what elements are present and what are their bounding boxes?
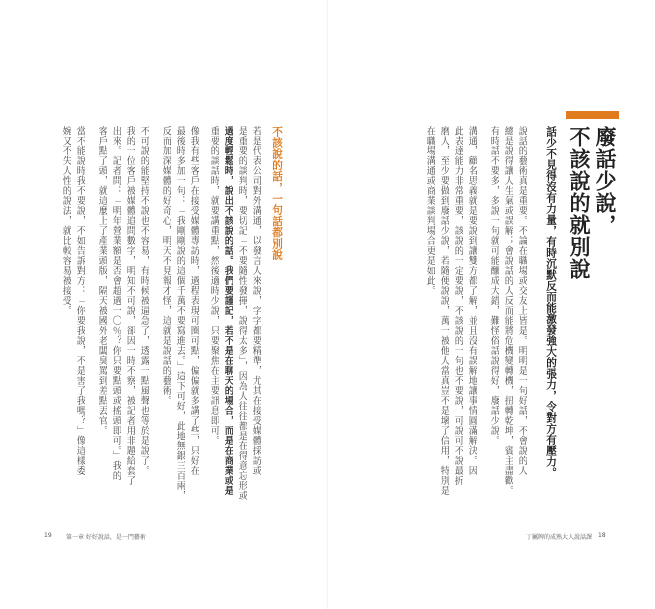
- body-line: 最後時多加一句：「我剛剛說的這個千萬不要寫進去。」這下可好，此地無銀三百兩，: [174, 126, 186, 501]
- body-line: 出來。記者問：「明年營業額是否會超過一〇％？你只要點頭或搖頭即可。」我的: [110, 126, 122, 481]
- body-line: 磨人，至少要做到廢話少說，若隨便說說，萬一被他人當真豈不是壞了信用，特別是: [438, 126, 450, 496]
- right-footer-title: 丁屬牌的成熟大人說話課: [526, 534, 593, 541]
- body-line: 客戶點了頭，就這麼上了產業頭版，隔天被國外老闆臭罵到差點丟官。: [96, 126, 108, 436]
- body-line: 像我有些客戶在接受媒體專訪時，過程表現可圈可點，偏偏就多講了些，只好在: [188, 126, 200, 476]
- body-line: 當不能說時我不要說，不如告訴對方：「你要我說，不是害了我嗎？」像這樣委: [74, 126, 86, 476]
- body-line: 總是說得讓人生氣或誤解；會說話的人反而能將危機變轉機，扭轉乾坤，賓主盡歡。: [502, 126, 514, 496]
- chapter-title-line-2: 不該說的就別說: [567, 126, 591, 280]
- left-footer-title: 第一章 好好說話，是一門藝術: [66, 534, 146, 541]
- body-line: 此表達能力非常重要，該說的一定要說，不該說的一句也不要說，可說可不說最折: [452, 126, 464, 486]
- body-line: 我的一位客戶被媒體追問數字，明知不可說，卻因一時不察，被記者用非題給套了: [124, 126, 136, 486]
- chapter-title-line-1: 廢話少說，: [593, 126, 617, 236]
- body-line: 在職場溝通或商業談判場合更是如此。: [424, 126, 436, 296]
- section-heading: 不該說的話，一句話都別說: [271, 126, 283, 261]
- title-accent-bar: [566, 111, 619, 119]
- body-line: 婉又不失人性的說法，就比較容易被接受。: [60, 126, 72, 316]
- body-line: 不可說的能堅持不說也不容易，有時候被逼急了，透露一點風聲也等於是說了。: [138, 126, 150, 476]
- page-fold: [327, 0, 328, 609]
- body-line: 有時話不要多，多說一句就可能釀成大錯，難怪俗話說得好，廢話少說。: [488, 126, 500, 446]
- body-line: 重要的談話時，就要講重點，然後適時少說，只要聚焦在主要訊息即可。: [208, 126, 220, 446]
- body-line: 反而加深媒體的好奇心，明天不見報才怪，這就是說話的藝術。: [160, 126, 172, 406]
- right-page-number: 18: [598, 532, 606, 539]
- body-line: 過度輕鬆時，說出不該說的話。我們要謹記，若不是在聊天的場合，而是在商業或是: [222, 126, 234, 496]
- left-page-number: 19: [44, 532, 52, 539]
- body-line: 是重要的談判時，要切記「不要隨性發揮，說得太多」，因為人往往都是在得意忘形或: [236, 126, 248, 501]
- body-line: 溝通，顧名思義就是要說到讓雙方都了解，並且沒有誤解地讓事情圓滿解決。因: [466, 126, 478, 476]
- body-line: 說話的藝術真是重要。不論在職場或交友上皆是。明明是一句好話，不會說的人: [516, 126, 528, 476]
- chapter-subtitle: 話少不見得沒有力量，有時沉默反而能激發強大的張力，令對方有壓力。: [545, 126, 557, 478]
- body-line: 若是代表公司對外溝通，以發言人來說，字字都要精準，尤其在接受媒體採訪或: [250, 126, 262, 476]
